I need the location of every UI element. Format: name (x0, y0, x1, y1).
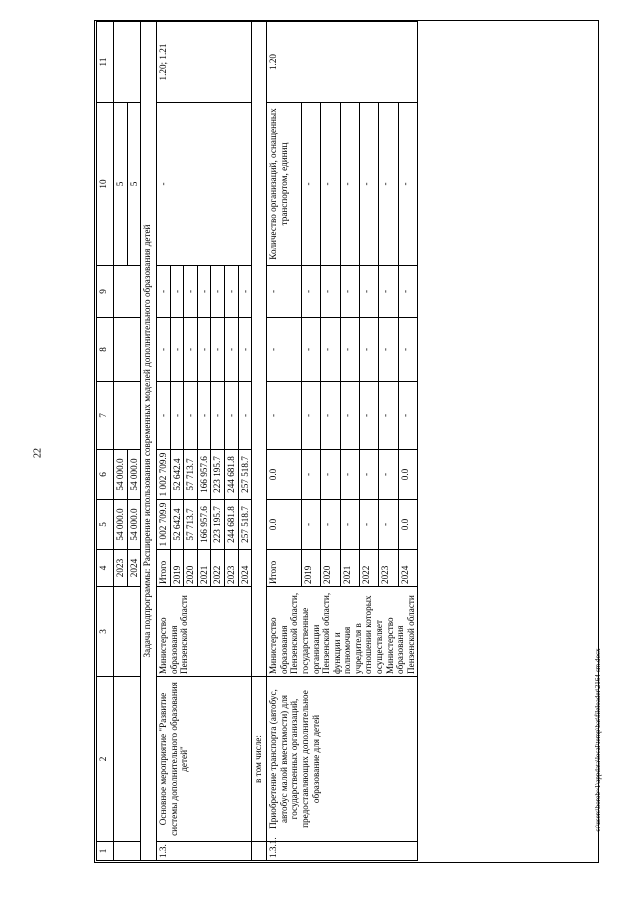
year-cell: 2024 (398, 550, 417, 587)
indicator-cell: Количество организаций, оснащенных транспортом, единиц (267, 103, 302, 266)
value-cell: 57 713.7 (184, 450, 198, 500)
year-cell: 2019 (301, 550, 320, 587)
value-cell: 1 002 709.9 (157, 500, 171, 550)
value-cell: - (211, 318, 225, 382)
value-cell: - (340, 450, 359, 500)
table-cell (252, 22, 267, 677)
including-row (252, 22, 267, 861)
value-cell: 166 957.6 (197, 450, 211, 500)
table-cell (114, 22, 141, 103)
value-cell: - (301, 266, 320, 318)
value-cell: 223 195.7 (211, 450, 225, 500)
value-cell: - (360, 318, 379, 382)
value-cell: - (157, 266, 171, 318)
value-cell: - (225, 266, 239, 318)
value-cell: - (184, 266, 198, 318)
including-label: в том числе: (252, 677, 267, 842)
value-cell: - (184, 382, 198, 450)
value-cell: - (321, 103, 340, 266)
value-cell: 0.0 (398, 500, 417, 550)
indicator-number: 1.20 (267, 22, 418, 103)
value-cell: 257 518.7 (238, 450, 252, 500)
value-cell: 244 681.8 (225, 450, 239, 500)
item-number: 1.3. (157, 842, 252, 861)
value-cell: - (360, 103, 379, 266)
table-row (157, 22, 171, 861)
value-cell: 0.0 (267, 450, 302, 500)
task-title: Задача подпрограммы: Расширение использования современных моделей дополнительного образования детей (141, 22, 157, 861)
value-cell: - (197, 266, 211, 318)
column-header: 10 (97, 103, 114, 266)
table-cell (114, 677, 141, 842)
column-header: 11 (97, 22, 114, 103)
value-cell: - (211, 382, 225, 450)
year-cell: 2023 (379, 550, 398, 587)
item-name: Основное мероприятие "Развитие системы дополнительного образования детей" (157, 677, 252, 842)
value-cell: - (157, 318, 171, 382)
value-cell: - (340, 318, 359, 382)
value-cell: - (170, 266, 184, 318)
item-number: 1.3.1. (267, 842, 418, 861)
value-cell: 5 (114, 103, 128, 266)
value-cell: - (340, 103, 359, 266)
value-cell: - (197, 318, 211, 382)
year-cell: 2021 (197, 550, 211, 587)
item-executor: Министерство образования Пензенской области, государственные организации Пензенской области, функции и полномочия учредителя в отношении которых осуществляет Министерство образования Пензенской области (267, 587, 418, 677)
value-cell: - (301, 103, 320, 266)
value-cell: - (398, 382, 417, 450)
value-cell: 1 002 709.9 (157, 450, 171, 500)
value-cell: 0.0 (398, 450, 417, 500)
value-cell: - (340, 500, 359, 550)
column-header: 6 (97, 450, 114, 500)
item-name: Приобретение транспорта (автобус, автобус малой вместимости) для государственных организаций, предоставляющих дополнительное образование для детей (267, 677, 418, 842)
column-header: 4 (97, 550, 114, 587)
value-cell: 54 000.0 (127, 450, 141, 500)
value-cell: - (379, 318, 398, 382)
value-cell: 54 000.0 (114, 500, 128, 550)
value-cell: 54 000.0 (114, 450, 128, 500)
value-cell: - (340, 266, 359, 318)
year-cell: 2023 (114, 550, 128, 587)
column-header-row (97, 22, 114, 861)
value-cell: 57 713.7 (184, 500, 198, 550)
footer-file-path: c:\users\borob~1\appdata\local\temp\bat\fileloader\2164-sm.docx (594, 648, 602, 832)
year-cell: 2023 (225, 550, 239, 587)
value-cell: - (301, 382, 320, 450)
value-cell: - (321, 382, 340, 450)
table-cell (114, 382, 141, 450)
value-cell: - (157, 382, 171, 450)
value-cell: - (379, 382, 398, 450)
value-cell: - (238, 382, 252, 450)
value-cell: - (379, 103, 398, 266)
value-cell: - (267, 382, 302, 450)
value-cell: - (398, 103, 417, 266)
value-cell: 166 957.6 (197, 500, 211, 550)
value-cell: - (379, 500, 398, 550)
budget-table (96, 21, 418, 861)
column-header: 8 (97, 318, 114, 382)
value-cell: - (321, 318, 340, 382)
value-cell: - (225, 382, 239, 450)
value-cell: 0.0 (267, 500, 302, 550)
value-cell: - (321, 266, 340, 318)
value-cell: - (197, 382, 211, 450)
year-cell: 2024 (238, 550, 252, 587)
value-cell: - (170, 318, 184, 382)
value-cell: - (321, 450, 340, 500)
value-cell: - (170, 382, 184, 450)
rotated-table-wrapper (96, 22, 597, 861)
value-cell: - (360, 266, 379, 318)
value-cell: - (398, 318, 417, 382)
year-cell: Итого (157, 550, 171, 587)
year-cell: 2020 (184, 550, 198, 587)
value-cell: 244 681.8 (225, 500, 239, 550)
year-cell: 2022 (360, 550, 379, 587)
value-cell: - (267, 318, 302, 382)
table-row (267, 22, 302, 861)
column-header: 7 (97, 382, 114, 450)
value-cell: - (379, 450, 398, 500)
value-cell: - (379, 266, 398, 318)
column-header: 1 (97, 842, 114, 861)
table-cell (114, 318, 141, 382)
table-cell (252, 842, 267, 861)
year-cell: 2022 (211, 550, 225, 587)
year-cell: 2021 (340, 550, 359, 587)
value-cell: 5 (127, 103, 141, 266)
value-cell: - (225, 318, 239, 382)
value-cell: - (301, 500, 320, 550)
column-header: 3 (97, 587, 114, 677)
value-cell: - (398, 266, 417, 318)
item-executor: Министерство образования Пензенской области (157, 587, 252, 677)
column-header: 5 (97, 500, 114, 550)
value-cell: - (301, 318, 320, 382)
year-cell: 2024 (127, 550, 141, 587)
column-header: 9 (97, 266, 114, 318)
indicator-number: 1.20; 1.21 (157, 22, 252, 103)
indicator-cell: - (157, 103, 252, 266)
task-row (141, 22, 157, 861)
value-cell: - (360, 500, 379, 550)
value-cell: 257 518.7 (238, 500, 252, 550)
year-cell: 2019 (170, 550, 184, 587)
value-cell: - (211, 266, 225, 318)
value-cell: 52 642.4 (170, 450, 184, 500)
value-cell: - (238, 266, 252, 318)
table-cell (114, 587, 141, 677)
value-cell: - (360, 450, 379, 500)
value-cell: - (340, 382, 359, 450)
value-cell: - (301, 450, 320, 500)
value-cell: - (184, 318, 198, 382)
value-cell: - (238, 318, 252, 382)
table-cell (114, 266, 141, 318)
value-cell: - (321, 500, 340, 550)
value-cell: - (360, 382, 379, 450)
value-cell: - (267, 266, 302, 318)
column-header: 2 (97, 677, 114, 842)
page-number: 22 (32, 448, 44, 458)
table-row (114, 22, 128, 861)
value-cell: 54 000.0 (127, 500, 141, 550)
year-cell: 2020 (321, 550, 340, 587)
value-cell: 52 642.4 (170, 500, 184, 550)
value-cell: 223 195.7 (211, 500, 225, 550)
table-cell (114, 842, 141, 861)
year-cell: Итого (267, 550, 302, 587)
